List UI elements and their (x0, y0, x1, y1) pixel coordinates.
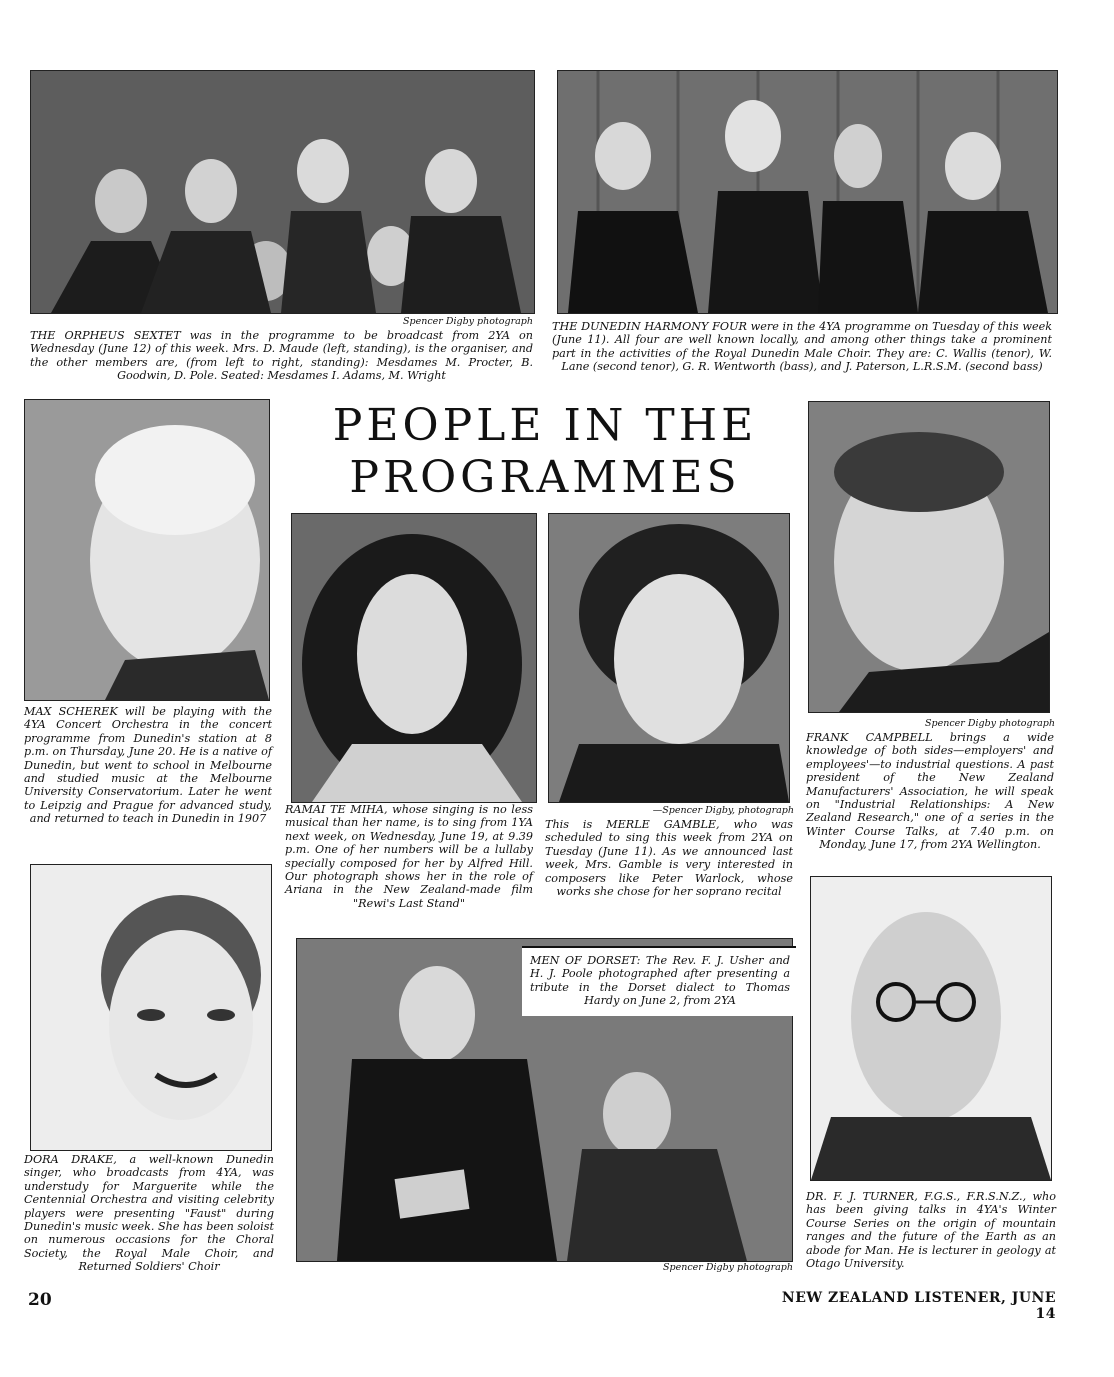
photo-orpheus-sextet (30, 70, 535, 314)
photo-frank-campbell (808, 401, 1050, 713)
page-title (300, 400, 790, 504)
photo-max-scherek (24, 399, 270, 701)
caption-ramai-te-miha: RAMAI TE MIHA, whose singing is no less musical than her name, is to sing from 1YA next week, on Wednesday, June 19, at 9.39 p.m. One of her numbers will be a lullaby specially composed for her by Alfred Hill. Our photograph shows her in the role of Ariana in the New Zealand-made film "Rewi's Last Stand" (285, 803, 533, 910)
photo-credit-orpheus: Spencer Digby photograph (403, 316, 533, 327)
photo-dora-drake (30, 864, 272, 1151)
photo-credit-merle: —Spencer Digby, photograph (652, 805, 794, 816)
publication-line: NEW ZEALAND LISTENER, JUNE 14 (781, 1290, 1056, 1322)
photo-credit-campbell: Spencer Digby photograph (925, 718, 1055, 729)
caption-dunedin-harmony-four: THE DUNEDIN HARMONY FOUR were in the 4YA programme on Tuesday of this week (June 11). All four are well known locally, and among other things take a prominent part in the activities of the Royal Dunedin Male Choir. They are: C. Wallis (tenor), W. Lane (second tenor), G. R. Wentworth (bass), and J. Paterson, L.R.S.M. (second bass) (552, 320, 1052, 374)
caption-orpheus-sextet: THE ORPHEUS SEXTET was in the programme to be broadcast from 2YA on Wednesday (June 12) of this week. Mrs. D. Maude (left, standing), is the organiser, and the other members are, (from left to right, standing): Mesdames M. Procter, B. Goodwin, D. Pole. Seated: Mesdames I. Adams, M. Wright (30, 329, 533, 383)
caption-men-of-dorset: MEN OF DORSET: The Rev. F. J. Usher and H. J. Poole photographed after presenting a tribute in the Dorset dialect to Thomas Hardy on June 2, from 2YA (522, 946, 796, 1016)
caption-f-j-turner: DR. F. J. TURNER, F.G.S., F.R.S.N.Z., who has been giving talks in 4YA's Winter Course Series on the origin of mountain ranges and the future of the Earth as an abode for Man. He is lecturer in geology at Otago University. (806, 1190, 1056, 1271)
photo-ramai-te-miha (291, 513, 537, 803)
page-number: 20 (28, 1290, 52, 1310)
page-title-line-2: PROGRAMMES (349, 452, 741, 503)
photo-merle-gamble (548, 513, 790, 803)
photo-f-j-turner (810, 876, 1052, 1181)
page-title-line-1: PEOPLE IN THE (332, 400, 758, 451)
caption-frank-campbell: FRANK CAMPBELL brings a wide knowledge of both sides—employers' and employees'—to industrial questions. A past president of the New Zealand Manufacturers' Association, he will speak on "Industrial Relationships: A New Zealand Research," one of a series in the Winter Course Talks, at 7.40 p.m. on Monday, June 17, from 2YA Wellington. (806, 731, 1054, 852)
caption-merle-gamble: This is MERLE GAMBLE, who was scheduled to sing this week from 2YA on Tuesday (June 11). As we announced last week, Mrs. Gamble is very interested in composers like Peter Warlock, whose works she chose for her soprano recital (545, 818, 793, 899)
photo-dunedin-harmony-four (557, 70, 1058, 314)
caption-dora-drake: DORA DRAKE, a well-known Dunedin singer, who broadcasts from 4YA, was understudy for Marguerite while the Centennial Orchestra and visiting celebrity players were presenting "Faust" during Dunedin's music week. She has been soloist on numerous occasions for the Choral Society, the Royal Male Choir, and Returned Soldiers' Choir (24, 1153, 274, 1274)
photo-credit-dorset: Spencer Digby photograph (663, 1262, 793, 1273)
caption-max-scherek: MAX SCHEREK will be playing with the 4YA Concert Orchestra in the concert programme from Dunedin's station at 8 p.m. on Thursday, June 20. He is a native of Dunedin, but went to school in Melbourne and studied music at the Melbourne University Conservatorium. Later he went to Leipzig and Prague for advanced study, and returned to teach in Dunedin in 1907 (24, 705, 272, 826)
